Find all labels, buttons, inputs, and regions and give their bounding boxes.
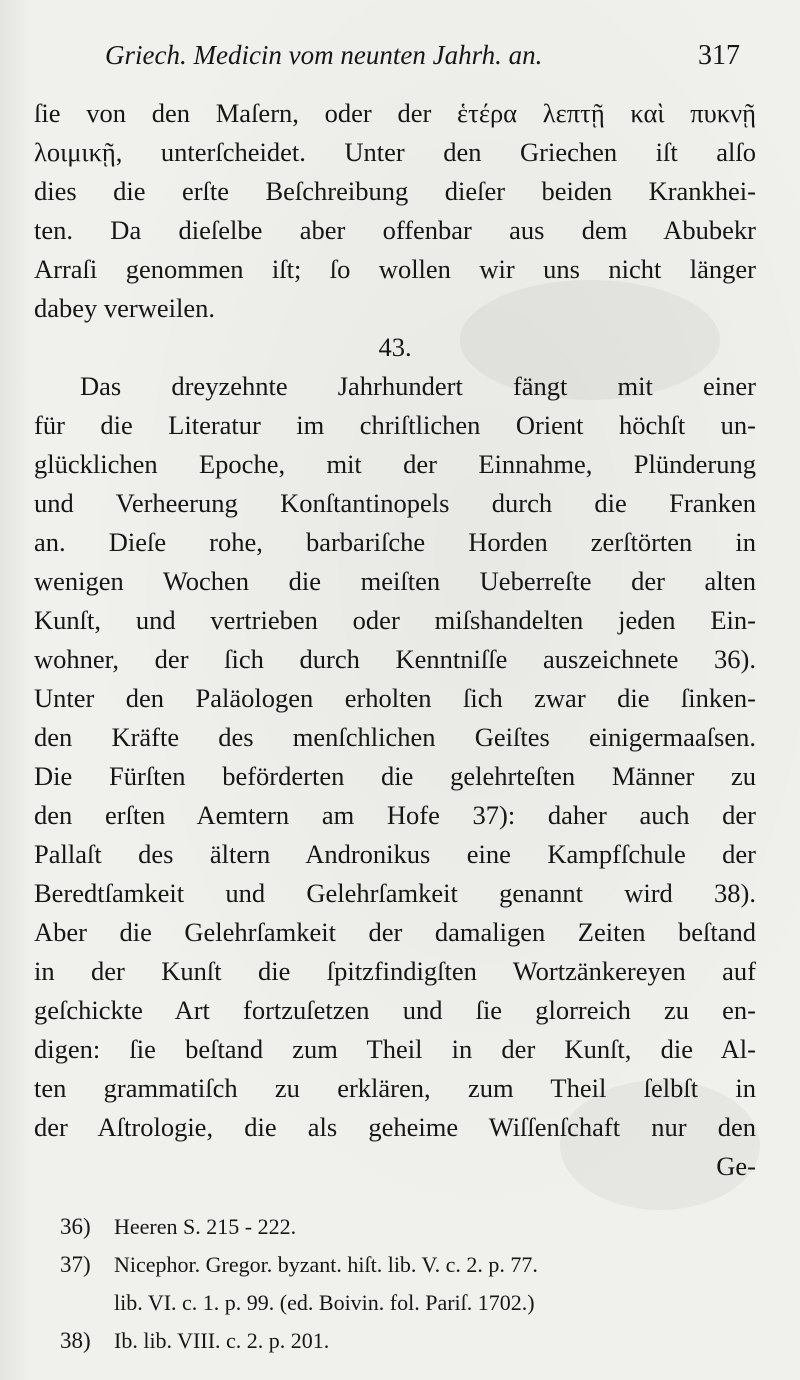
text-line: λοιμικῇ, unterſcheidet. Unter den Griechen iſt alſo [34, 137, 756, 167]
footnote-text: lib. VI. c. 1. p. 99. (ed. Boivin. fol. Pariſ. 1702.) [114, 1290, 535, 1315]
text-line: Die Fürſten beförderten die gelehrteſten Männer zu [34, 761, 756, 791]
running-title: Griech. Medicin vom neunten Jahrh. an. [105, 40, 543, 70]
text-line: dabey verweilen. [34, 293, 215, 323]
text-line: Arraſi genommen iſt; ſo wollen wir uns nicht länger [34, 254, 756, 284]
text-line: den erſten Aemtern am Hofe 37): daher auch der [34, 800, 756, 830]
page-number: 317 [698, 40, 740, 71]
text-line: Unter den Paläologen erholten ſich zwar die ſinken- [34, 683, 756, 713]
section-number: 43. [378, 332, 412, 362]
footnote-text: Heeren S. 215 - 222. [114, 1214, 297, 1239]
text-line: Das dreyzehnte Jahrhundert fängt mit einer [80, 371, 756, 401]
text-line: dies die erſte Beſchreibung dieſer beiden Krankhei- [34, 176, 756, 206]
text-line: glücklichen Epoche, mit der Einnahme, Plünderung [34, 449, 756, 479]
body-text [34, 94, 756, 1186]
footnote [60, 1322, 760, 1360]
text-line: für die Literatur im chriſtlichen Orient höchſt un- [34, 410, 756, 440]
text-line: ſie von den Maſern, oder der ἑτέρα λεπτῇ καὶ πυκνῇ [34, 98, 756, 128]
running-header [105, 40, 740, 84]
footnote-text: Ib. lib. VIII. c. 2. p. 201. [114, 1328, 330, 1353]
footnotes [60, 1208, 760, 1360]
text-line: Beredtſamkeit und Gelehrſamkeit genannt wird 38). [34, 878, 756, 908]
text-line: in der Kunſt die ſpitzfindigſten Wortzänkereyen auf [34, 956, 756, 986]
text-line: Aber die Gelehrſamkeit der damaligen Zeiten beſtand [34, 917, 756, 947]
text-line: wenigen Wochen die meiſten Ueberreſte der alten [34, 566, 756, 596]
text-line: und Verheerung Konſtantinopels durch die Franken [34, 488, 756, 518]
footnote-number: 38) [60, 1328, 91, 1353]
text-line: Pallaſt des ältern Andronikus eine Kampfſchule der [34, 839, 756, 869]
text-line: ten grammatiſch zu erklären, zum Theil ſelbſt in [34, 1073, 756, 1103]
text-line: den Kräfte des menſchlichen Geiſtes einigermaaſsen. [34, 722, 756, 752]
text-line: ten. Da dieſelbe aber offenbar aus dem Abubekr [34, 215, 756, 245]
text-line: an. Dieſe rohe, barbariſche Horden zerſtörten in [34, 527, 756, 557]
text-line: digen: ſie beſtand zum Theil in der Kunſt, die Al- [34, 1034, 756, 1064]
footnote [60, 1208, 760, 1246]
footnote-number: 37) [60, 1252, 91, 1277]
text-line: Kunſt, und vertrieben oder miſshandelten jeden Ein- [34, 605, 756, 635]
text-line: wohner, der ſich durch Kenntniſſe auszeichnete 36). [34, 644, 756, 674]
footnote-continuation [60, 1284, 760, 1322]
catchword: Ge- [716, 1151, 756, 1181]
footnote [60, 1246, 760, 1284]
footnote-number: 36) [60, 1214, 91, 1239]
footnote-text: Nicephor. Gregor. byzant. hiſt. lib. V. c. 2. p. 77. [114, 1252, 538, 1277]
text-line: geſchickte Art fortzuſetzen und ſie glorreich zu en- [34, 995, 756, 1025]
text-line: der Aſtrologie, die als geheime Wiſſenſchaft nur den [34, 1112, 756, 1142]
